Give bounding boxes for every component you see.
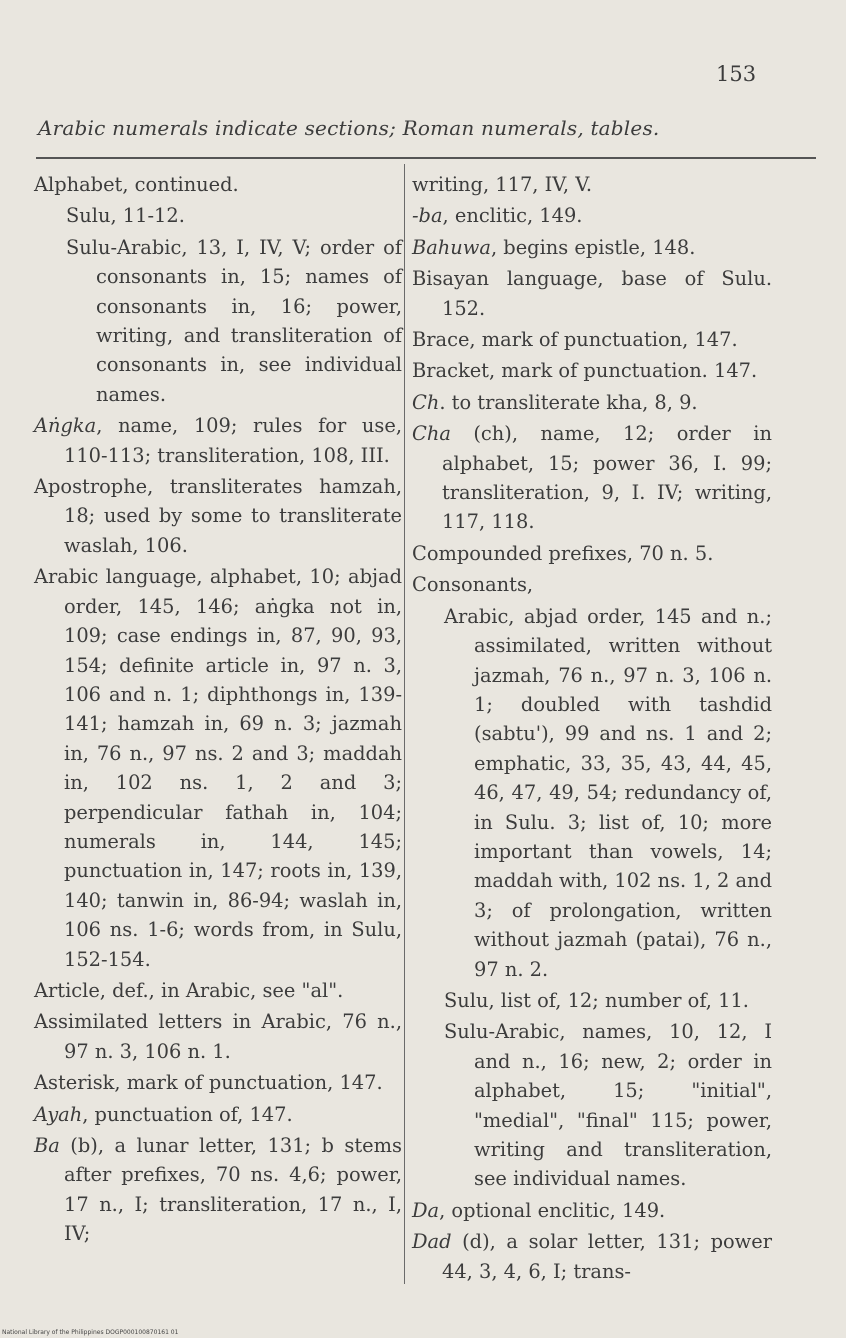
index-text: Brace, mark of punctuation, 147. [412,328,738,352]
index-text: writing, 117, IV, V. [412,173,593,196]
index-term: Ba [34,1134,60,1157]
column-divider [404,164,405,1284]
page-number: 153 [716,62,757,86]
index-text: Article, def., in Arabic, see "al". [34,978,344,1002]
index-text: , name, 109; rules for use, 110-113; transliteration, 108, III. [64,414,402,467]
index-text: Assimilated letters in Arabic, 76 n., 97 n. 3, 106 n. 1. [34,1010,402,1063]
index-entry [412,1017,772,1193]
index-text: Bracket, mark of punctuation. 147. [412,359,758,383]
footer-credit: National Library of the Philippines DOGP000100870161 01 [2,1329,179,1336]
index-entry [34,233,402,409]
index-text: Asterisk, mark of punctuation, 147. [34,1071,383,1095]
index-entry [34,976,402,1005]
index-entry [412,419,772,537]
index-text: , enclitic, 149. [442,204,583,228]
index-term: Ch [412,390,440,414]
index-entry [34,1131,402,1249]
index-text: Compounded prefixes, 70 n. 5. [412,541,714,565]
right-column [412,170,772,1288]
header-note: Arabic numerals indicate sections; Roman numerals, tables. [38,116,660,140]
index-entry [412,388,772,417]
index-entry [412,201,772,230]
index-text: Consonants, [412,573,534,597]
index-term: -ba [412,204,443,228]
index-text: Alphabet, continued. [34,173,239,196]
index-text: Sulu-Arabic, names, 10, 12, I and n., 16; new, 2; order in alphabet, 15; "initial", "medial", "final" 115; power, writing and transliteration, see individual names. [444,1020,772,1191]
index-term: Aṅgka [34,414,97,438]
header-rule [36,157,816,159]
index-text: , punctuation of, 147. [82,1102,293,1126]
index-entry [34,411,402,470]
index-text: Arabic, abjad order, 145 and n.; assimilated, written without jazmah, 76 n., 97 n. 3, 106 n. 1; doubled with tashdid (sabtu'), 99 and ns. 1 and 2; emphatic, 33, 35, 43, 44, 45, 46, 47, 49, 54; redundancy of, in Sulu. 3; list of, 10; more important than vowels, 14; maddah with, 102 ns. 1, 2 and 3; of prolongation, written without jazmah (patai), 76 n., 97 n. 2. [444,604,772,981]
index-entry [34,472,402,560]
index-text: Sulu-Arabic, 13, I, IV, V; order of consonants in, 15; names of consonants in, 16; power, writing, and transliteration of consonants in, see individual names. [66,235,402,406]
index-entry [412,1196,772,1225]
left-column [34,170,402,1251]
index-entry [412,986,772,1015]
index-text: (ch), name, 12; order in alphabet, 15; power 36, I. 99; transliteration, 9, I. IV; writing, 117, 118. [442,422,772,534]
index-entry [412,170,772,199]
index-text: . to transliterate kha, 8, 9. [439,390,698,414]
index-term: Cha [412,422,451,446]
index-entry [412,356,772,385]
index-entry [412,325,772,354]
index-entry [412,1227,772,1286]
index-entry [34,170,402,199]
index-text: , optional enclitic, 149. [439,1198,666,1222]
index-text: Bisayan language, base of Sulu. 152. [412,267,772,320]
index-text: (b), a lunar letter, 131; b stems after prefixes, 70 ns. 4,6; power, 17 n., I; transliteration, 17 n., I, IV; [59,1134,402,1246]
index-entry [34,1007,402,1066]
index-text: Apostrophe, transliterates hamzah, 18; used by some to transliterate waslah, 106. [34,475,402,557]
index-term: Bahuwa [412,235,491,259]
index-entry [412,570,772,599]
index-entry [34,562,402,974]
index-term: Dad [412,1230,452,1254]
index-entry [34,201,402,230]
index-entry [412,539,772,568]
index-text: Sulu, list of, 12; number of, 11. [444,988,749,1012]
index-text: Arabic language, alphabet, 10; abjad order, 145, 146; aṅgka not in, 109; case endings in, 87, 90, 93, 154; definite article in, 97 n. 3, 106 and n. 1; diphthongs in, 139-141; hamzah in, 69 n. 3; jazmah in, 76 n., 97 ns. 2 and 3; maddah in, 102 ns. 1, 2 and 3; perpendicular fathah in, 104; numerals in, 144, 145; punctuation in, 147; roots in, 139, 140; tanwin in, 86-94; waslah in, 106 ns. 1-6; words from, in Sulu, 152-154. [34,565,402,971]
index-text: Sulu, 11-12. [66,204,185,228]
index-text: , begins epistle, 148. [490,235,696,259]
index-entry [412,233,772,262]
index-entry [34,1068,402,1097]
index-term: Da [412,1198,440,1222]
index-term: Ayah [34,1102,83,1126]
index-entry [412,264,772,323]
index-entry [412,602,772,984]
index-entry [34,1100,402,1129]
index-text: (d), a solar letter, 131; power 44, 3, 4, 6, I; trans- [442,1230,772,1283]
